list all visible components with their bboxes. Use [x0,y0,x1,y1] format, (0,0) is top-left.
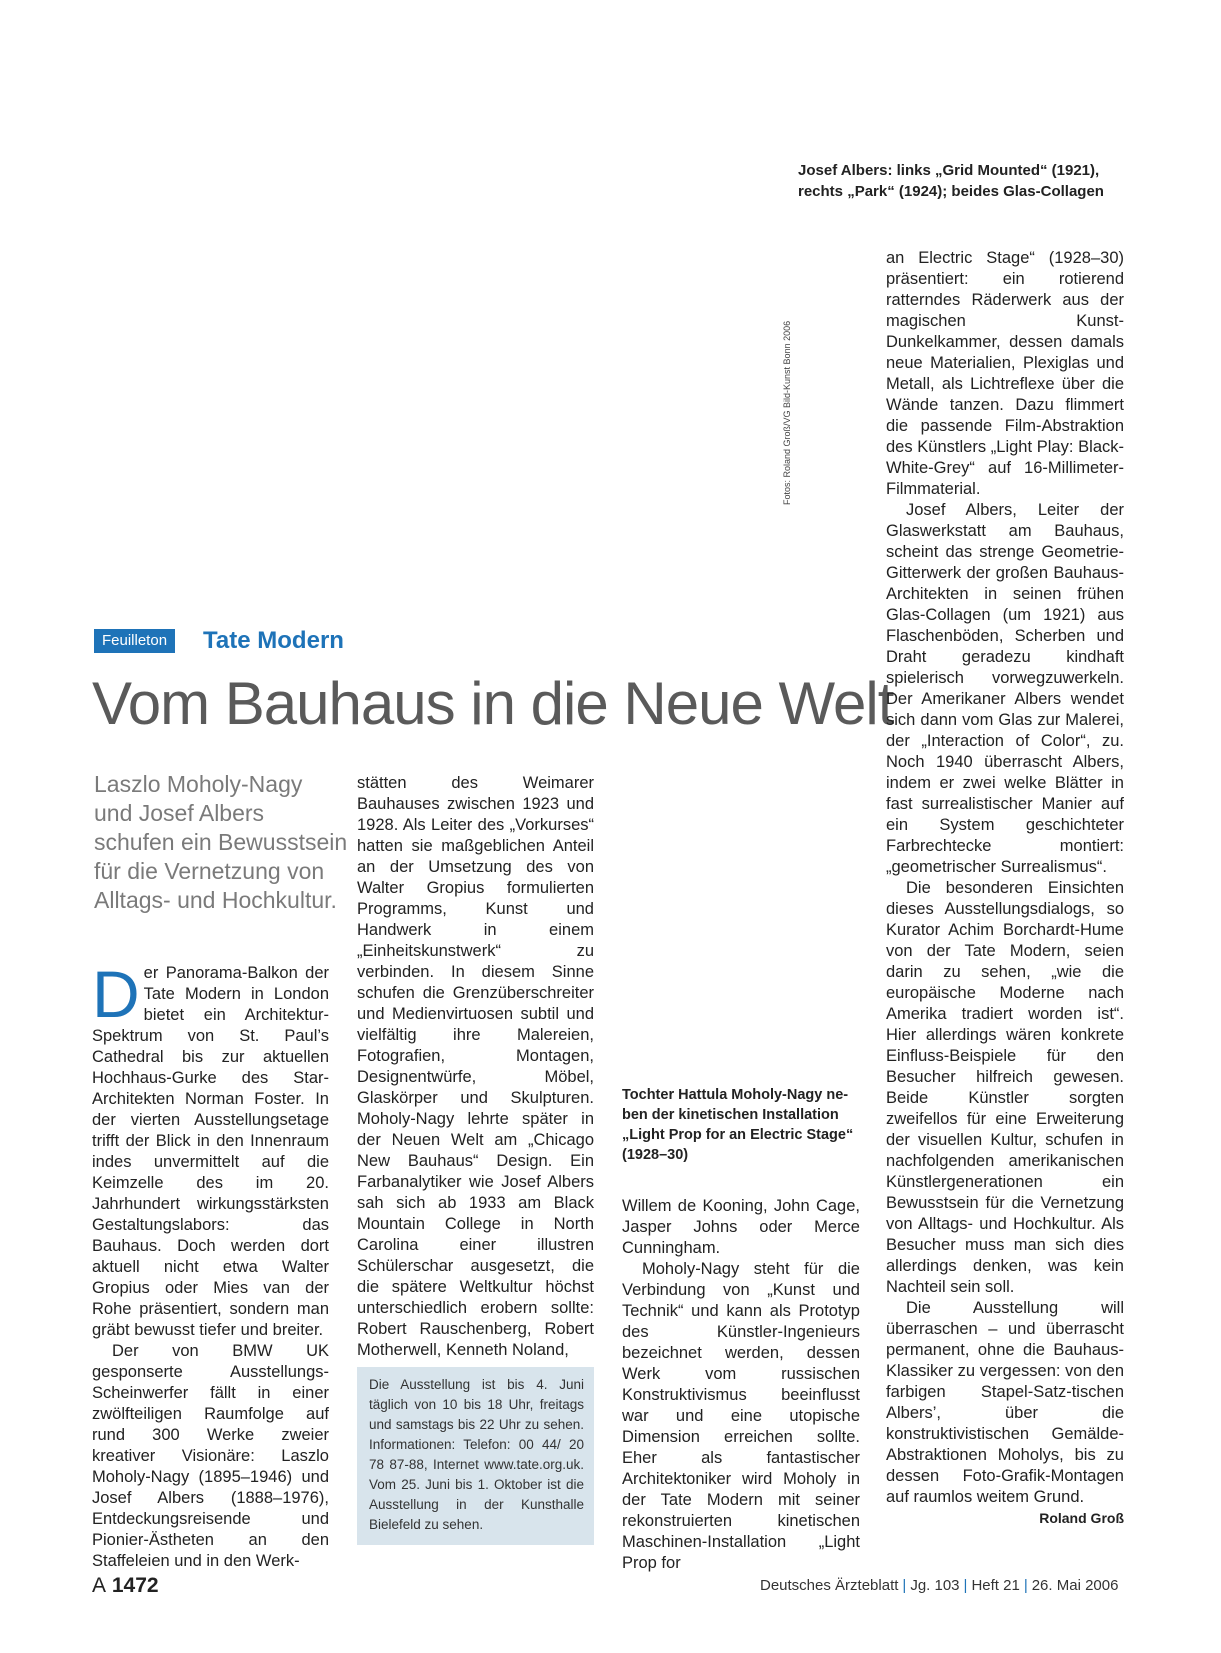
drop-cap: D [92,957,140,1031]
paragraph-text: er Panorama-Balkon der Tate Modern in London bietet ein Architektur-Spektrum von St. Paul’s Cathedral bis zur aktuellen Hochhaus-Gurke des Star-Architekten Norman Foster. In der vierten Ausstellungsetage trifft der Blick in den Innenraum indes unvermittelt auf die Keimzelle des im 20. Jahrhundert wirkungsstärksten Gestaltungslabors: das Bauhaus. Doch werden dort aktuell nicht etwa Walter Gropius oder Mies van der Rohe präsentiert, sondern man gräbt bewusst tiefer und breiter. [92,964,329,1339]
photo-caption-top-line2: rechts „Park“ (1924); beides Glas-Collagen [798,183,1104,200]
photo-caption-mid-line1: Tochter Hattula Moholy-Nagy ne- [622,1087,849,1103]
article-column-1 [92,957,329,1572]
page-number-value: 1472 [111,1574,159,1597]
page-number [92,1574,159,1598]
lead-line: und Josef Albers [94,800,265,826]
paragraph: Der von BMW UK gesponserte Ausstellungs-Scheinwerfer fällt in einer zwölfteiligen Raumfolge auf rund 300 Werke zweier kreativer Visionäre: Laszlo Moholy-Nagy (1895–1946) und Josef Albers (1888–1976), Entdeckungsreisende und Pionier-Ästheten an den Staffeleien und in den Werk- [92,1342,329,1570]
lead-text [94,770,348,915]
author-signature: Roland Groß [1039,1510,1124,1526]
photo-credit: Fotos: Roland Groß/VG Bild-Kunst Bonn 2006 [782,320,792,505]
footer-separator: | [963,1577,968,1594]
journal-footer [760,1577,1118,1594]
journal-volume: Jg. 103 [910,1577,960,1594]
article-column-4 [886,248,1124,1529]
rubric-row [94,627,344,655]
footer-separator: | [902,1577,907,1594]
paragraph: Moholy-Nagy steht für die Verbindung von „Kunst und Technik“ und kann als Prototyp des Künstler-Ingenieurs bezeichnet werden, dessen Werk vom russischen Konstruktivismus beeinflusst war und eine utopische Dimension erreichen sollte. Eher als fantastischer Architektoniker wird Moholy in der Tate Modern mit seiner rekonstruierten kinetischen Maschinen-Installation „Light Prop for [622,1260,860,1572]
section-title: Tate Modern [203,627,344,654]
paragraph: Josef Albers, Leiter der Glaswerkstatt am Bauhaus, scheint das strenge Geometrie-Gitterwerk der großen Bauhaus-Architekten in seinen frühen Glas-Collagen (um 1921) aus Flaschenböden, Scherben und Draht geradezu kindhaft spielerisch vorwegzuwerkeln. Der Amerikaner Albers wendet sich dann vom Glas zur Malerei, der „Interaction of Color“, zu. Noch 1940 überrascht Albers, indem er zwei welke Blätter in fast surrealistischer Manier auf ein System geschichteter Farbrechtecke montiert: „geometrischer Surrealismus“. [886,501,1124,876]
info-box-text: Die Ausstellung ist bis 4. Juni täglich von 10 bis 18 Uhr, freitags und samstags bis 22 Uhr zu sehen. Informationen: Telefon: 00 44/ 20 78 87-88, Internet www.tate.org.uk. Vom 25. Juni bis 1. Oktober ist die Ausstellung in der Kunsthalle Bielefeld zu sehen. [369,1377,584,1532]
paragraph-text: Die Ausstellung will überraschen – und überrascht permanent, ohne die Bauhaus-Klassiker zu vergessen: von den farbigen Stapel-Satz-tischen Albers’, über die konstruktivistischen Gemälde-Abstraktionen Moholys, bis zu dessen Foto-Grafik-Montagen auf raumlos weitem Grund. [886,1299,1124,1506]
photo-caption-top-line1: Josef Albers: links „Grid Mounted“ (1921), [798,162,1100,179]
paragraph: an Electric Stage“ (1928–30) präsentiert: ein rotierend ratterndes Räderwerk aus der magischen Kunst-Dunkelkammer, dessen damals neue Materialien, Plexiglas und Metall, als Lichtreflexe über die Wände tanzen. Dazu flimmert die passende Film-Abstraktion des Künstlers „Light Play: Black-White-Grey“ auf 16-Millimeter-Filmmaterial. [886,249,1124,498]
paragraph [92,957,329,1341]
paragraph [886,1298,1124,1526]
journal-date: 26. Mai 2006 [1031,1577,1119,1594]
article-column-3 [622,1196,860,1574]
lead-line: Alltags- und Hochkultur. [94,887,337,913]
journal-name: Deutsches Ärzteblatt [760,1577,899,1594]
page-title: Vom Bauhaus in die Neue Welt [92,670,894,737]
journal-issue: Heft 21 [971,1577,1020,1594]
photo-caption-mid-line2: ben der kinetischen Installation [622,1107,839,1123]
lead-line: für die Vernetzung von [94,858,325,884]
photo-caption-top [798,160,1128,202]
lead-line: schufen ein Bewusstsein [94,829,348,855]
section-rubric: Feuilleton [94,629,175,653]
photo-caption-mid-line4: (1928–30) [622,1147,689,1163]
article-column-2 [357,773,594,1361]
footer-separator: | [1023,1577,1028,1594]
photo-caption-mid [622,1085,867,1165]
paragraph: Willem de Kooning, John Cage, Jasper Johns oder Merce Cunningham. [622,1197,860,1257]
paragraph: Die besonderen Einsichten dieses Ausstellungsdialogs, so Kurator Achim Borchardt-Hume von der Tate Modern, seien darin zu sehen, „wie die europäische Moderne nach Amerika tradiert worden ist“. Hier allerdings wären konkrete Einfluss-Beispiele für den Besucher hilfreich gewesen. Beide Künstler sorgten zweifellos für eine Erweiterung der visuellen Kultur, schufen in nachfolgenden amerikanischen Künstlergenerationen ein Bewusstsein für die Vernetzung von Alltags- und Hochkultur. Als Besucher muss man sich dies allerdings denken, was kein Nachteil sein soll. [886,879,1124,1296]
photo-caption-mid-line3: „Light Prop for an Electric Stage“ [622,1127,854,1143]
lead-line: Laszlo Moholy-Nagy [94,771,303,797]
page-prefix: A [92,1574,107,1597]
paragraph: stätten des Weimarer Bauhauses zwischen 1923 und 1928. Als Leiter des „Vorkurses“ hatten sie maßgeblichen Anteil an der Umsetzung des von Walter Gropius formulierten Programms, Kunst und Handwerk in einem „Einheitskunstwerk“ zu verbinden. In diesem Sinne schufen die Grenzüberschreiter und Medienvirtuosen subtil und vielfältig ihre Malereien, Fotografien, Montagen, Designentwürfe, Möbel, Glaskörper und Skulpturen. Moholy-Nagy lehrte später in der Neuen Welt am „Chicago New Bauhaus“ Design. Ein Farbanalytiker wie Josef Albers sah sich ab 1933 am Black Mountain College in North Carolina einer illustren Schülerschar ausgesetzt, die die spätere Weltkultur höchst unterschiedlich erobern sollte: Robert Rauschenberg, Robert Motherwell, Kenneth Noland, [357,774,594,1359]
info-box [357,1367,594,1545]
